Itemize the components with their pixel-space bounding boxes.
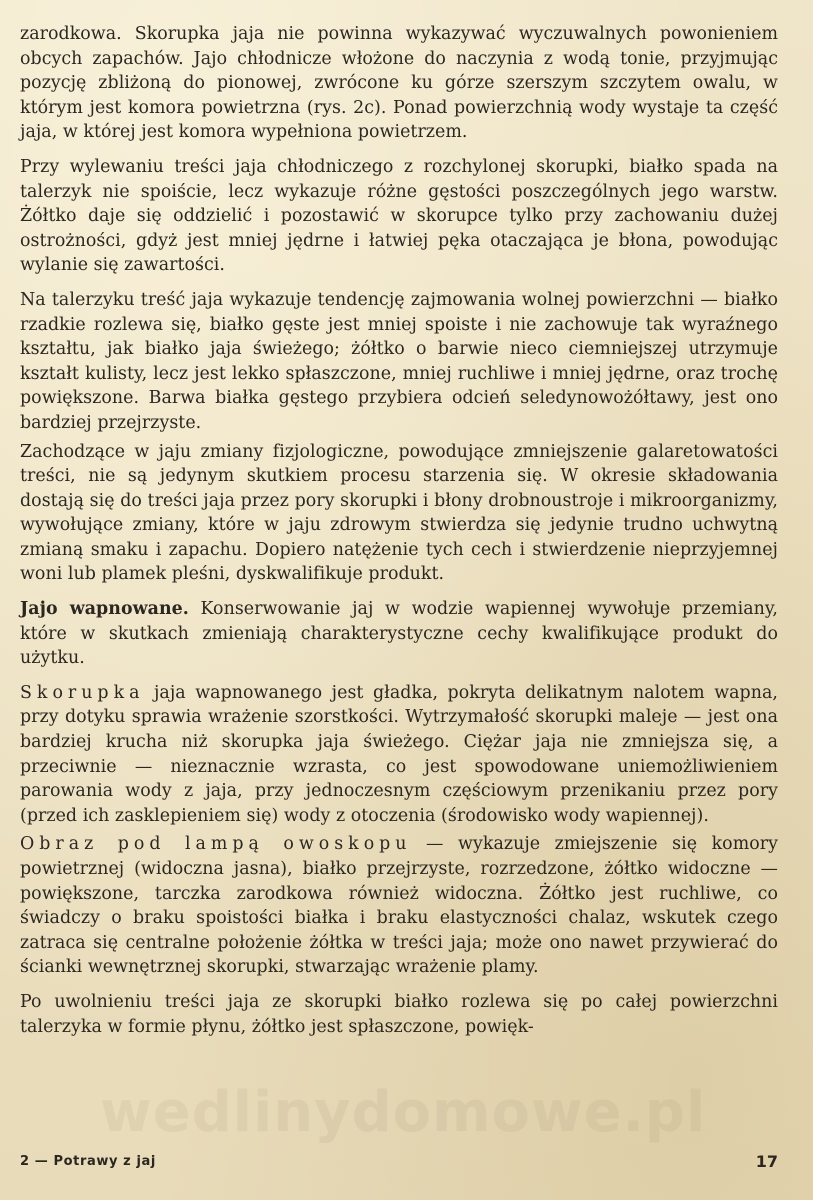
section-heading-limed-egg: Jajo wapnowane. (20, 599, 189, 620)
term-ovoscope-image: Obraz pod lampą owoskopu (20, 834, 412, 855)
paragraph-8: Po uwolnieniu treści jaja ze skorupki białko rozlewa się po całej powierzchni talerzyka w formie płynu, żółtko jest spłaszczone, powięk- (20, 991, 778, 1037)
paragraph-2: Przy wylewaniu treści jaja chłodniczego z rozchylonej skorupki, białko spada na talerzyk nie spoiście, lecz wykazuje różne gęstości poszczególnych jego warstw. Żółtko daje się oddzielić i pozostawić w skorupce tylko przy zachowaniu dużej ostrożności, gdyż jest mniej jędrne i łatwiej pęka otaczająca je błona, powodując wylanie się zawartości. (20, 156, 778, 276)
body-text (20, 22, 778, 1049)
signature-mark: 2 — Potrawy z jaj (20, 1154, 156, 1169)
paragraph-7 (20, 832, 778, 980)
paragraph-6 (20, 681, 778, 829)
page-number: 17 (755, 1152, 778, 1171)
paragraph-6-text: jaja wapnowanego jest gładka, pokryta delikatnym nalotem wapna, przy dotyku sprawia wrażenie szorstkości. Wytrzymałość skorupki maleje — jest ona bardziej krucha niż skorupka jaja świeżego. Ciężar jaja nie zmniejsza się, a przeciwnie — nieznacznie wzrasta, co jest spowodowane uniemożliwieniem parowania wody z jaja, przy jednoczesnym częściowym przenikaniu przez pory (przed ich zasklepieniem się) wody z otoczenia (środowisko wody wapiennej). (20, 682, 778, 826)
paragraph-5 (20, 597, 778, 671)
paragraph-3: Na talerzyku treść jaja wykazuje tendencję zajmowania wolnej powierzchni — białko rzadkie rozlewa się, białko gęste jest mniej spoiste i nie zachowuje tak wyraźnego kształtu, jak białko jaja świeżego; żółtko o barwie nieco ciemniejszej utrzymuje kształt kulisty, lecz jest lekko spłaszczone, mniej ruchliwe i mniej jędrne, oraz trochę powiększone. Barwa białka gęstego przybiera odcień seledynowożółtawy, jest ono bardziej przejrzyste. (20, 289, 778, 433)
paragraph-7-text: — wykazuje zmiejszenie się komory powietrznej (widoczna jasna), białko przejrzyste, rozrzedzone, żółtko widoczne — powiększone, tarczka zarodkowa również widoczna. Żółtko jest ruchliwe, co świadczy o braku spoistości białka i braku elastyczności chalaz, wskutek czego zatraca się centralne położenie żółtka w treści jaja; może ono nawet przywierać do ścianki wewnętrznej skorupki, stwarzając wrażenie plamy. (20, 834, 778, 978)
paragraph-5-text: Konserwowanie jaj w wodzie wapiennej wywołuje przemiany, które w skutkach zmieniają charakterystyczne cechy kwalifikujące produkt do użytku. (20, 599, 779, 669)
paragraph-4: Zachodzące w jaju zmiany fizjologiczne, powodujące zmniejszenie galaretowatości treści, nie są jedynym skutkiem procesu starzenia się. W okresie składowania dostają się do treści jaja przez pory skorupki i błony drobnoustroje i mikroorganizmy, wywołujące zmiany, które w jaju zdrowym stwierdza się jedynie trudno uchwytną zmianą smaku i zapachu. Dopiero natężenie tych cech i stwierdzenie nieprzyjemnej woni lub plamek pleśni, dyskwalifikuje produkt. (20, 441, 778, 585)
term-shell: Skorupka (20, 682, 145, 703)
paragraph-1: zarodkowa. Skorupka jaja nie powinna wykazywać wyczuwalnych powonieniem obcych zapachów. Jajo chłodnicze włożone do naczynia z wodą tonie, przyjmując pozycję zbliżoną do pionowej, zwrócone ku górze szerszym szczytem owalu, w którym jest komora powietrzna (rys. 2c). Ponad powierzchnią wody wystaje ta część jaja, w której jest komora wypełniona powietrzem. (20, 24, 778, 143)
watermark: wedlinydomowe.pl (100, 1080, 707, 1145)
